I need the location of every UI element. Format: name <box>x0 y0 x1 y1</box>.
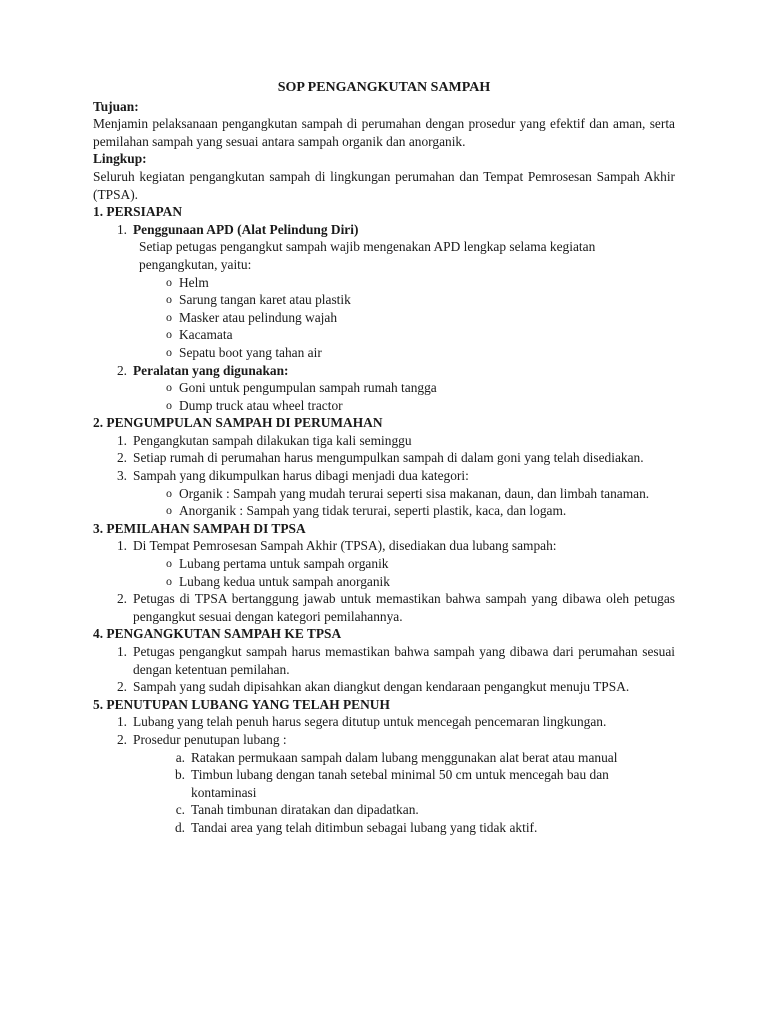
bullet-marker: o <box>166 573 172 588</box>
item-number: 1. <box>116 221 127 237</box>
list-item <box>93 432 675 450</box>
item-number: 2. <box>116 450 127 466</box>
bullet-item <box>93 326 675 344</box>
bullet-text: Lubang pertama untuk sampah organik <box>179 556 389 572</box>
step-text: Tanah timbunan diratakan dan dipadatkan. <box>191 802 419 818</box>
bullet-marker: o <box>166 397 172 412</box>
document-title: SOP PENGANGKUTAN SAMPAH <box>277 80 491 95</box>
lingkup-text: Seluruh kegiatan pengangkutan sampah di lingkungan perumahan dan Tempat Pemrosesan Sampah Akhir (TPSA). <box>93 168 675 202</box>
step-item <box>93 766 675 801</box>
item-text: Di Tempat Pemrosesan Sampah Akhir (TPSA), disediakan dua lubang sampah: <box>133 538 557 554</box>
step-text: Ratakan permukaan sampah dalam lubang menggunakan alat berat atau manual <box>191 749 618 765</box>
item-number: 3. <box>116 468 127 484</box>
bullet-marker: o <box>166 309 172 324</box>
section-heading: 5. PENUTUPAN LUBANG YANG TELAH PENUH <box>93 696 390 712</box>
section-heading: 3. PEMILAHAN SAMPAH DI TPSA <box>93 520 306 536</box>
section-heading: 1. PERSIAPAN <box>93 204 183 220</box>
list-item <box>93 731 675 749</box>
step-item <box>93 749 675 767</box>
list-item <box>93 713 675 731</box>
step-item <box>93 801 675 819</box>
item-text: Sampah yang sudah dipisahkan akan diangkut dengan kendaraan pengangkut menuju TPSA. <box>133 679 630 695</box>
bullet-text: Masker atau pelindung wajah <box>179 309 338 325</box>
bullet-marker: o <box>166 503 172 518</box>
item-number: 2. <box>116 679 127 695</box>
item-number: 2. <box>116 362 127 378</box>
step-letter: a. <box>175 749 185 765</box>
bullet-item <box>93 291 675 309</box>
bullet-text: Goni untuk pengumpulan sampah rumah tangga <box>179 380 437 396</box>
item-number: 1. <box>116 644 127 659</box>
step-text: Tandai area yang telah ditimbun sebagai lubang yang tidak aktif. <box>191 819 538 835</box>
tujuan-text: Menjamin pelaksanaan pengangkutan sampah di perumahan dengan prosedur yang efektif dan aman, serta pemilahan sampah yang sesuai antara sampah organik dan anorganik. <box>93 116 675 149</box>
item-text: Petugas di TPSA bertanggung jawab untuk memastikan bahwa sampah yang dibawa oleh petugas pengangkut sesuai dengan kategori pemilahannya. <box>133 591 675 624</box>
bullet-text: Anorganik : Sampah yang tidak terurai, seperti plastik, kaca, dan logam. <box>179 503 567 519</box>
item-title: Penggunaan APD (Alat Pelindung Diri) <box>133 221 359 237</box>
bullet-marker: o <box>166 380 172 395</box>
step-letter: c. <box>175 802 185 818</box>
item-text: Pengangkutan sampah dilakukan tiga kali seminggu <box>133 432 412 448</box>
bullet-item <box>93 555 675 573</box>
item-text: Petugas pengangkut sampah harus memastikan bahwa sampah yang dibawa dari perumahan sesuai dengan ketentuan pemilahan. <box>133 644 675 677</box>
step-text: Timbun lubang dengan tanah setebal minimal 50 cm untuk mencegah bau dan kontaminasi <box>191 767 609 800</box>
bullet-marker: o <box>166 344 172 359</box>
item-text: Lubang yang telah penuh harus segera ditutup untuk mencegah pencemaran lingkungan. <box>133 714 607 730</box>
list-item <box>93 678 675 696</box>
bullet-item <box>93 485 675 503</box>
item-text: Sampah yang dikumpulkan harus dibagi menjadi dua kategori: <box>133 468 469 484</box>
list-item <box>93 221 675 239</box>
item-number: 2. <box>116 591 127 607</box>
bullet-item <box>93 573 675 591</box>
step-letter: d. <box>174 819 185 835</box>
section-heading: 4. PENGANGKUTAN SAMPAH KE TPSA <box>93 626 342 642</box>
bullet-marker: o <box>166 274 172 289</box>
bullet-marker: o <box>166 485 172 500</box>
bullet-text: Sarung tangan karet atau plastik <box>179 292 351 308</box>
bullet-text: Helm <box>179 274 209 290</box>
list-item <box>93 537 675 555</box>
item-text: Setiap rumah di perumahan harus mengumpulkan sampah di dalam goni yang telah disediakan. <box>133 450 644 466</box>
list-item <box>93 590 675 625</box>
bullet-marker: o <box>166 292 172 307</box>
step-item <box>93 819 675 837</box>
item-number: 2. <box>116 731 127 747</box>
section-heading: 2. PENGUMPULAN SAMPAH DI PERUMAHAN <box>93 415 383 431</box>
bullet-item <box>93 379 675 397</box>
document-page <box>93 79 675 837</box>
item-number: 1. <box>116 714 127 730</box>
list-item <box>93 467 675 485</box>
bullet-text: Sepatu boot yang tahan air <box>179 344 322 360</box>
tujuan-heading: Tujuan: <box>93 98 139 114</box>
step-letter: b. <box>174 767 185 783</box>
bullet-text: Kacamata <box>179 327 233 343</box>
lingkup-heading: Lingkup: <box>93 151 147 167</box>
bullet-item <box>93 274 675 292</box>
bullet-item <box>93 344 675 362</box>
item-number: 1. <box>116 432 127 448</box>
item-text: Prosedur penutupan lubang : <box>133 731 287 747</box>
list-item <box>93 362 675 380</box>
bullet-marker: o <box>166 327 172 342</box>
bullet-text: Lubang kedua untuk sampah anorganik <box>179 573 390 589</box>
bullet-item <box>93 397 675 415</box>
list-item <box>93 643 675 678</box>
list-item <box>93 449 675 467</box>
item-text: Setiap petugas pengangkut sampah wajib mengenakan APD lengkap selama kegiatan pengangkutan, yaitu: <box>139 239 596 272</box>
bullet-text: Dump truck atau wheel tractor <box>179 397 343 413</box>
bullet-marker: o <box>166 556 172 571</box>
bullet-text: Organik : Sampah yang mudah terurai seperti sisa makanan, daun, dan limbah tanaman. <box>179 485 650 501</box>
bullet-item <box>93 502 675 520</box>
item-title: Peralatan yang digunakan: <box>133 362 289 378</box>
bullet-item <box>93 309 675 327</box>
item-number: 1. <box>116 538 127 554</box>
